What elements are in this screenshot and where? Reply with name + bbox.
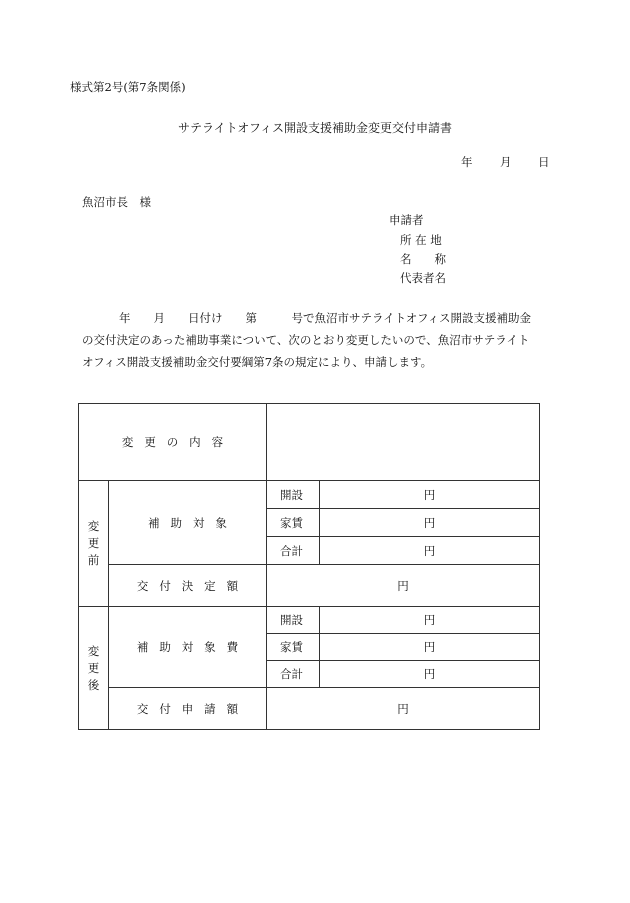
- before-rent-amount[interactable]: 円: [320, 509, 540, 537]
- change-content-label: 変更の内容: [79, 404, 267, 481]
- paragraph-line: オフィス開設支援補助金交付要綱第7条の規定により、申請します。: [82, 355, 433, 369]
- before-change-label: [79, 481, 109, 607]
- before-item-total: 合計: [267, 537, 320, 565]
- change-content-field[interactable]: [267, 404, 540, 481]
- before-change-char: 前: [87, 553, 100, 567]
- before-change-char: 更: [87, 536, 100, 550]
- after-change-char: 更: [87, 660, 100, 675]
- before-item-setup: 開設: [267, 481, 320, 509]
- document-title: サテライトオフィス開設支援補助金変更交付申請書: [178, 121, 452, 135]
- applicant-heading: 申請者: [389, 213, 424, 227]
- after-change-char: 変: [87, 643, 100, 658]
- after-subsidy-label: 補助対象費: [109, 607, 267, 688]
- applicant-representative-label: 代表者名: [400, 271, 446, 285]
- applicant-address-label: 所 在 地: [400, 233, 442, 247]
- after-total-amount[interactable]: 円: [320, 661, 540, 688]
- table-row: [79, 565, 540, 607]
- grant-request-amount[interactable]: 円: [267, 688, 540, 730]
- grant-request-label: 交付申請額: [109, 688, 267, 730]
- applicant-name-label: 名 称: [400, 252, 446, 266]
- change-application-table: [78, 403, 540, 730]
- addressee: 魚沼市長 様: [82, 195, 151, 209]
- after-item-rent: 家賃: [267, 634, 320, 661]
- table-row: [79, 481, 540, 509]
- request-paragraph: [82, 307, 572, 373]
- date-day: 日: [538, 155, 550, 169]
- before-change-char: 変: [87, 519, 100, 533]
- after-setup-amount[interactable]: 円: [320, 607, 540, 634]
- form-number: 様式第2号(第7条関係): [70, 80, 186, 94]
- table-row: [79, 404, 540, 481]
- date-month: 月: [500, 155, 512, 169]
- after-item-setup: 開設: [267, 607, 320, 634]
- after-change-char: 後: [87, 677, 100, 692]
- before-subsidy-label: 補助対象: [109, 481, 267, 565]
- paragraph-line: 年 月 日付け 第 号で魚沼市サテライトオフィス開設支援補助金: [119, 311, 532, 325]
- table-row: [79, 607, 540, 634]
- date-year: 年: [461, 155, 473, 169]
- table-row: [79, 688, 540, 730]
- before-item-rent: 家賃: [267, 509, 320, 537]
- grant-decision-label: 交付決定額: [109, 565, 267, 607]
- paragraph-line: の交付決定のあった補助事業について、次のとおり変更したいので、魚沼市サテライト: [82, 333, 530, 347]
- before-setup-amount[interactable]: 円: [320, 481, 540, 509]
- grant-decision-amount[interactable]: 円: [267, 565, 540, 607]
- after-change-label: [79, 607, 109, 730]
- before-total-amount[interactable]: 円: [320, 537, 540, 565]
- after-rent-amount[interactable]: 円: [320, 634, 540, 661]
- after-item-total: 合計: [267, 661, 320, 688]
